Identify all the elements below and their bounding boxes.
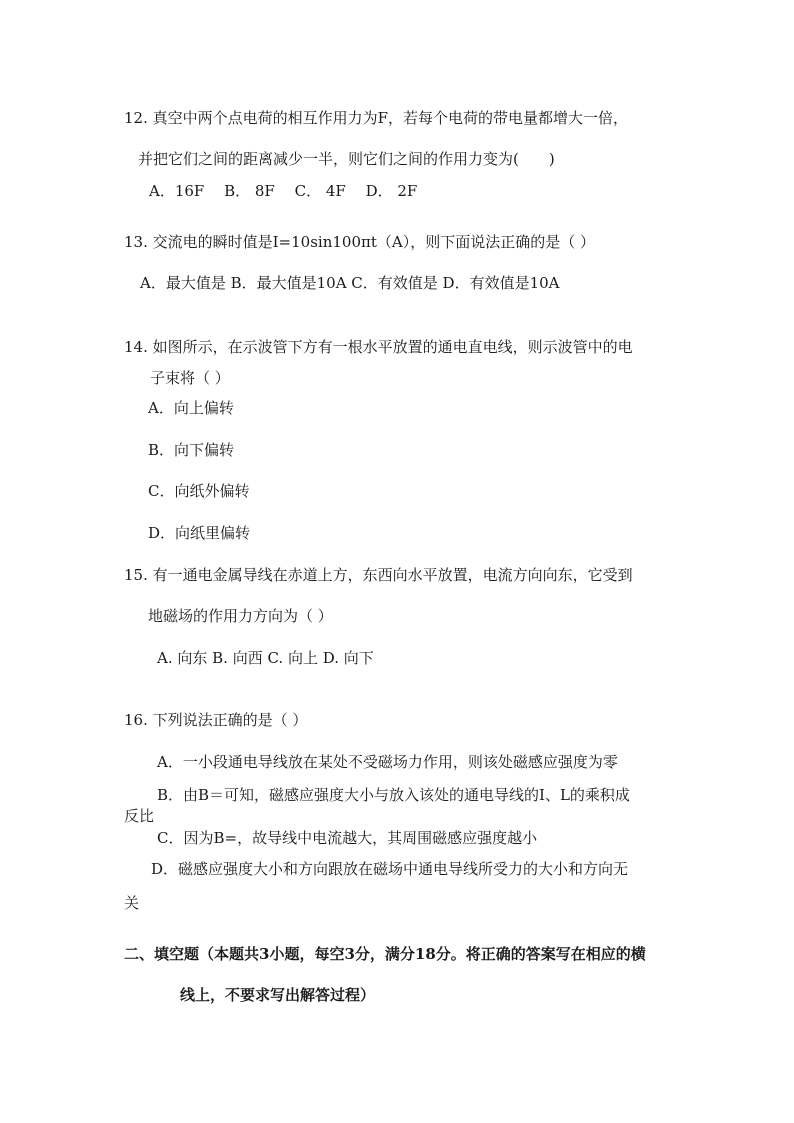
q13-stem: 13. 交流电的瞬时值是I=10sin100πt（A），则下面说法正确的是（ ） (124, 233, 595, 251)
q15-stem-line1: 15. 有一通电金属导线在赤道上方，东西向水平放置，电流方向向东，它受到 (124, 566, 633, 584)
q16-option-a: A．一小段通电导线放在某处不受磁场力作用，则该处磁感应强度为零 (157, 753, 618, 771)
section2-heading-line2: 线上，不要求写出解答过程） (180, 986, 376, 1004)
q12-options: A．16F B． 8F C． 4F D． 2F (149, 182, 418, 200)
q16-option-d-line2: 关 (124, 894, 140, 912)
q16-stem: 16. 下列说法正确的是（ ） (124, 711, 308, 729)
q15-options: A. 向东 B. 向西 C. 向上 D. 向下 (157, 649, 374, 667)
q14-option-d: D．向纸里偏转 (148, 524, 251, 542)
q12-stem-line1: 12. 真空中两个点电荷的相互作用力为F，若每个电荷的带电量都增大一倍， (124, 109, 629, 127)
section2-heading-line1: 二、填空题（本题共3小题，每空3分，满分18分。将正确的答案写在相应的横 (124, 945, 646, 963)
q14-stem-line2: 子束将（ ） (150, 369, 230, 387)
q16-option-b-line1: B．由B＝可知，磁感应强度大小与放入该处的通电导线的I、L的乘积成 (157, 786, 630, 804)
q16-option-b-line2: 反比 (124, 807, 155, 825)
q14-stem-line1: 14. 如图所示，在示波管下方有一根水平放置的通电直电线，则示波管中的电 (124, 338, 633, 356)
q13-options: A．最大值是 B．最大值是10A C．有效值是 D．有效值是10A (140, 274, 560, 292)
q14-option-b: B．向下偏转 (148, 441, 235, 459)
q16-option-d-line1: D．磁感应强度大小和方向跟放在磁场中通电导线所受力的大小和方向无 (151, 860, 629, 878)
q16-option-c: C．因为B=，故导线中电流越大，其周围磁感应强度越小 (157, 829, 538, 847)
q12-stem-line2: 并把它们之间的距离减少一半，则它们之间的作用力变为( ) (138, 150, 555, 168)
q14-option-c: C．向纸外偏转 (148, 482, 250, 500)
q14-option-a: A．向上偏转 (148, 399, 234, 417)
q15-stem-line2: 地磁场的作用力方向为（ ） (148, 607, 333, 625)
